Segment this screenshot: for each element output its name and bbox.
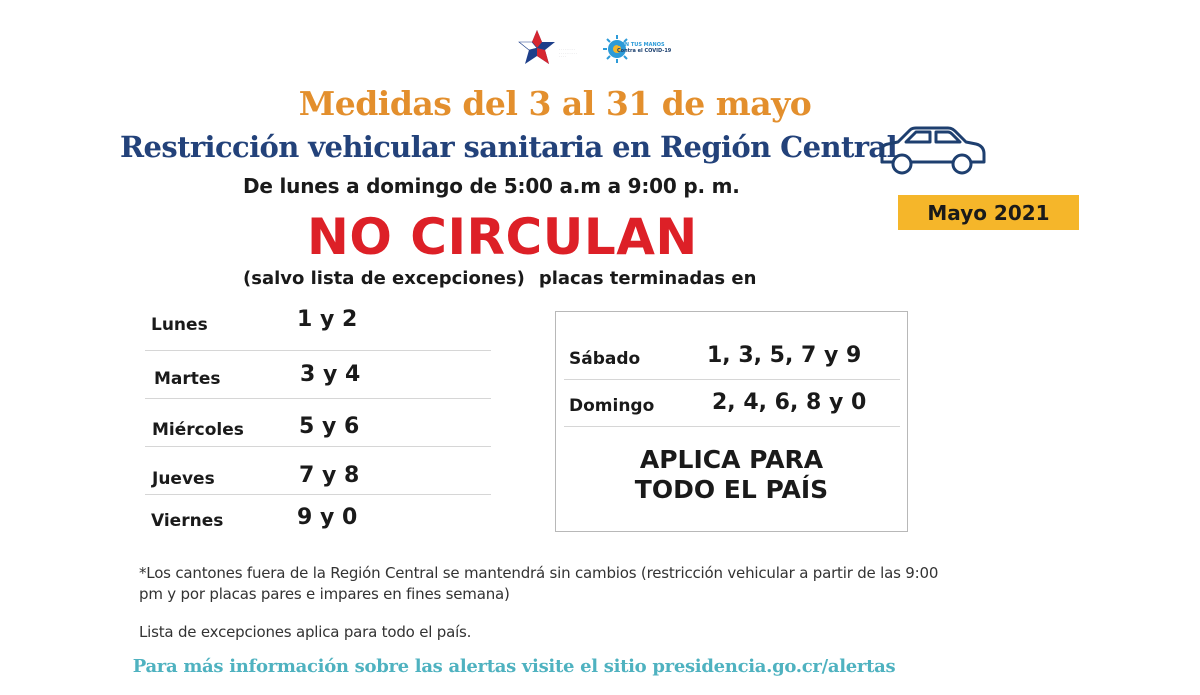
weekday-day: Miércoles xyxy=(152,420,244,440)
footnote: *Los cantones fuera de la Región Central se mantendrá sin cambios (restricción vehicular a partir de las 9:00 pm y por placas pares e impares en fines semana) xyxy=(139,564,939,603)
logo-slogan-line1: CON TUS MANOS xyxy=(617,42,665,48)
plates-ending-label: placas terminadas en xyxy=(538,268,757,289)
star-logo-icon xyxy=(515,28,559,68)
weekday-plates: 9 y 0 xyxy=(297,505,358,530)
logo-slogan xyxy=(617,42,671,54)
weekend-plates: 1, 3, 5, 7 y 9 xyxy=(707,343,862,368)
weekday-row xyxy=(145,495,491,543)
weekday-row xyxy=(145,447,491,495)
hours-subtitle: De lunes a domingo de 5:00 a.m a 9:00 p. m. xyxy=(243,174,740,198)
weekday-day: Jueves xyxy=(152,469,215,489)
exceptions-line xyxy=(243,268,756,289)
applies-line1: APLICA PARA xyxy=(639,445,824,474)
month-badge: Mayo 2021 xyxy=(898,195,1079,230)
weekend-box xyxy=(555,311,908,532)
weekday-plates: 1 y 2 xyxy=(297,307,358,332)
weekday-plates: 3 y 4 xyxy=(300,362,361,387)
weekday-row xyxy=(145,303,491,351)
exceptions-note: (salvo lista de excepciones) xyxy=(243,268,525,289)
logo-small-text: · · · · · · · · · · · · · · · · · · · · · · · xyxy=(559,47,578,58)
weekend-day: Sábado xyxy=(569,349,641,369)
weekend-day: Domingo xyxy=(569,396,655,416)
weekday-row xyxy=(145,399,491,447)
weekday-day: Viernes xyxy=(151,511,224,531)
header-logos xyxy=(515,28,715,72)
weekday-plates: 5 y 6 xyxy=(299,414,360,439)
car-icon xyxy=(876,124,990,180)
weekday-plates: 7 y 8 xyxy=(299,463,360,488)
weekday-row xyxy=(145,351,491,399)
exceptions-footnote: Lista de excepciones aplica para todo el país. xyxy=(139,623,472,641)
weekday-table xyxy=(145,303,491,543)
footer-info-link: Para más información sobre las alertas visite el sitio presidencia.go.cr/alertas xyxy=(132,656,896,677)
weekend-plates: 2, 4, 6, 8 y 0 xyxy=(712,390,867,415)
weekday-day: Lunes xyxy=(151,315,208,335)
weekday-day: Martes xyxy=(154,369,221,389)
dates-title: Medidas del 3 al 31 de mayo xyxy=(298,84,812,123)
weekend-row xyxy=(564,333,900,380)
applies-line2: TODO EL PAÍS xyxy=(634,475,829,504)
logo-slogan-line2: Contra el COVID-19 xyxy=(617,48,672,54)
weekend-row xyxy=(564,380,900,427)
no-circulan-heading: NO CIRCULAN xyxy=(307,208,698,266)
restriction-title: Restricción vehicular sanitaria en Región Central xyxy=(120,130,898,164)
applies-nationwide xyxy=(556,445,907,505)
